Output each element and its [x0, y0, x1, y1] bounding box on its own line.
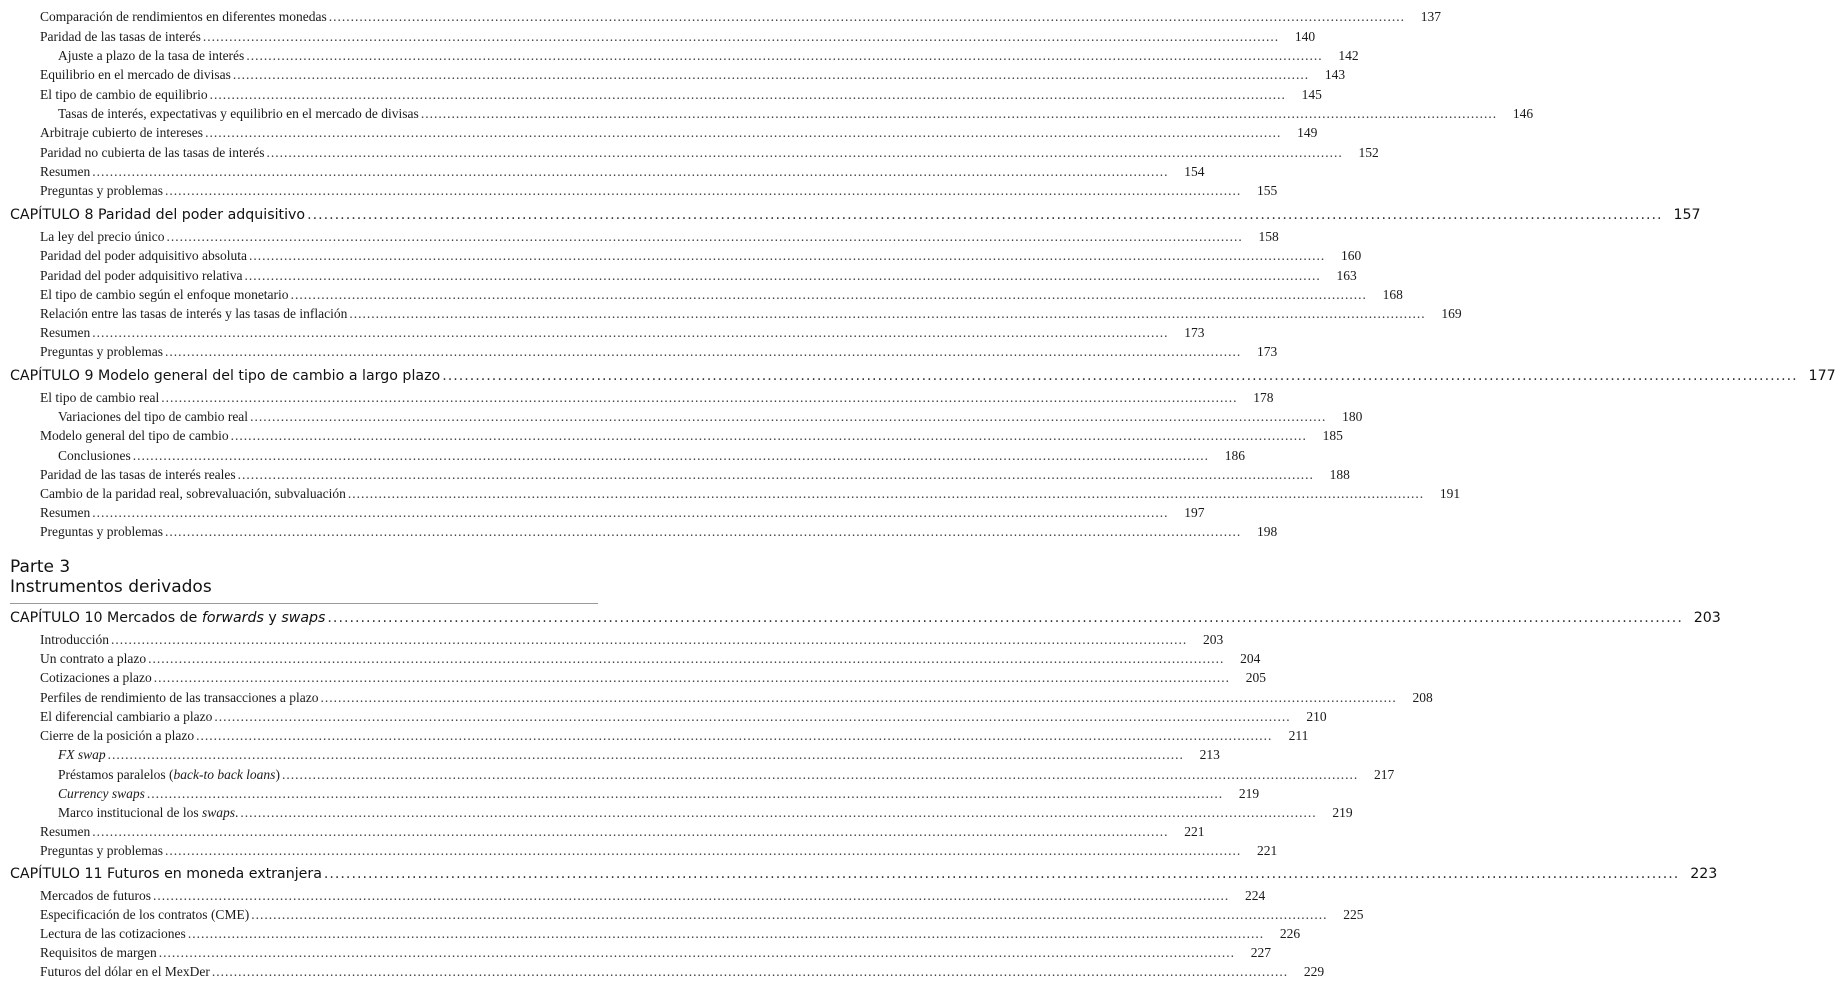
dot-leader	[205, 125, 1281, 141]
page-number: 168	[1382, 287, 1403, 302]
dot-leader	[240, 805, 1316, 821]
toc-entry[interactable]: Cotizaciones a plazo ..... 205	[0, 670, 640, 688]
part-title: Instrumentos derivados	[10, 577, 212, 597]
toc-entry[interactable]: Comparación de rendimientos en diferentes monedas ..... 137	[0, 9, 640, 27]
page-number: 154	[1184, 164, 1205, 179]
page-number: 204	[1240, 651, 1261, 666]
toc-entry[interactable]: Introducción ..... 203	[0, 632, 640, 650]
page-number: 178	[1253, 390, 1274, 405]
dot-leader	[133, 448, 1209, 464]
toc-entry[interactable]: El tipo de cambio real ..... 178	[0, 390, 640, 408]
toc-entry[interactable]: Conclusiones ..... 186	[0, 448, 658, 466]
toc-entry[interactable]: Un contrato a plazo ..... 204	[0, 651, 640, 669]
toc-entry[interactable]: La ley del precio único ..... 158	[0, 229, 640, 247]
dot-leader	[321, 690, 1397, 706]
dot-leader	[246, 48, 1322, 64]
dot-leader	[92, 505, 1168, 521]
toc-entry[interactable]: El tipo de cambio según el enfoque monetario ..... 168	[0, 287, 640, 305]
page-number: 227	[1250, 945, 1271, 960]
page-number: 203	[1693, 610, 1721, 626]
dot-leader	[111, 632, 1187, 648]
dot-leader	[147, 786, 1223, 802]
chapter-heading-9[interactable]: CAPÍTULO 9 Modelo general del tipo de cambio a largo plazo ..... 177	[0, 368, 610, 386]
page-number: 226	[1279, 926, 1301, 941]
dot-leader	[307, 207, 1662, 223]
page-number: 142	[1338, 48, 1359, 63]
page-number: 211	[1288, 728, 1309, 743]
dot-leader	[238, 467, 1314, 483]
toc-entry[interactable]: Cierre de la posición a plazo ..... 211	[0, 728, 640, 746]
page-number: 224	[1244, 888, 1266, 903]
toc-entry[interactable]: Ajuste a plazo de la tasa de interés ..... 142	[0, 48, 658, 66]
toc-entry[interactable]: Préstamos paralelos (back-to back loans) ..... 217	[0, 767, 658, 785]
toc-entry[interactable]: Resumen ..... 197	[0, 505, 640, 523]
page-number: 203	[1202, 632, 1224, 647]
dot-leader	[329, 9, 1405, 25]
dot-leader	[324, 866, 1679, 882]
dot-leader	[154, 670, 1230, 686]
toc-entry[interactable]: Arbitraje cubierto de intereses ..... 149	[0, 125, 640, 143]
dot-leader	[291, 287, 1367, 303]
toc-entry[interactable]: Currency swaps ..... 219	[0, 786, 658, 804]
dot-leader	[267, 145, 1343, 161]
dot-leader	[166, 229, 1242, 245]
toc-entry[interactable]: Lectura de las cotizaciones ..... 226	[0, 926, 640, 944]
page-number: 137	[1420, 9, 1442, 24]
toc-entry[interactable]: Paridad de las tasas de interés reales ..... 188	[0, 467, 640, 485]
toc-entry[interactable]: El diferencial cambiario a plazo ..... 210	[0, 709, 640, 727]
page-number: 208	[1412, 690, 1433, 705]
toc-entry[interactable]: Paridad del poder adquisitivo absoluta ..... 160	[0, 248, 640, 266]
toc-entry[interactable]: Perfiles de rendimiento de las transacciones a plazo ..... 208	[0, 690, 640, 708]
dot-leader	[165, 843, 1241, 859]
page-number: 160	[1340, 248, 1362, 263]
page-number: 217	[1373, 767, 1395, 782]
page-number: 221	[1184, 824, 1205, 839]
part-number: Parte 3	[10, 557, 71, 577]
toc-entry[interactable]: Resumen ..... 173	[0, 325, 640, 343]
toc-entry[interactable]: Requisitos de margen ..... 227	[0, 945, 640, 963]
toc-entry[interactable]: Relación entre las tasas de interés y las tasas de inflación ..... 169	[0, 306, 640, 324]
toc-entry[interactable]: Futuros del dólar en el MexDer ..... 229	[0, 964, 640, 982]
toc-entry[interactable]: Modelo general del tipo de cambio ..... 185	[0, 428, 640, 446]
toc-entry[interactable]: Preguntas y problemas ..... 198	[0, 524, 640, 542]
page-number: 149	[1297, 125, 1318, 140]
dot-leader	[231, 428, 1307, 444]
toc-entry[interactable]: Preguntas y problemas ..... 173	[0, 344, 640, 362]
page-number: 158	[1258, 229, 1279, 244]
toc-entry[interactable]: El tipo de cambio de equilibrio ..... 145	[0, 87, 640, 105]
page-number: 221	[1256, 843, 1278, 858]
dot-leader	[203, 29, 1279, 45]
dot-leader	[210, 87, 1286, 103]
divider	[10, 603, 598, 604]
dot-leader	[165, 344, 1241, 360]
toc-entry[interactable]: Variaciones del tipo de cambio real ..... 180	[0, 409, 658, 427]
toc-entry[interactable]: Equilibrio en el mercado de divisas ..... 143	[0, 67, 640, 85]
dot-leader	[165, 183, 1241, 199]
page-number: 145	[1301, 87, 1322, 102]
page-number: 157	[1673, 207, 1701, 223]
toc-entry[interactable]: Paridad de las tasas de interés ..... 140	[0, 29, 640, 47]
dot-leader	[244, 268, 1320, 284]
dot-leader	[161, 390, 1237, 406]
page-number: 223	[1690, 866, 1718, 882]
page-number: 185	[1322, 428, 1343, 443]
toc-entry[interactable]: Preguntas y problemas ..... 155	[0, 183, 640, 201]
toc-entry[interactable]: Especificación de los contratos (CME) ..... 225	[0, 907, 640, 925]
dot-leader	[92, 325, 1168, 341]
page-number: 188	[1329, 467, 1350, 482]
page-number: 229	[1303, 964, 1325, 979]
toc-entry[interactable]: Paridad del poder adquisitivo relativa ..... 163	[0, 268, 640, 286]
page-number: 173	[1184, 325, 1205, 340]
dot-leader	[92, 824, 1168, 840]
dot-leader	[250, 409, 1326, 425]
page-number: 169	[1441, 306, 1462, 321]
dot-leader	[249, 248, 1325, 264]
toc-entry[interactable]: Preguntas y problemas ..... 221	[0, 843, 640, 861]
dot-leader	[92, 164, 1168, 180]
page-number: 197	[1184, 505, 1205, 520]
toc-entry[interactable]: Resumen ..... 154	[0, 164, 640, 182]
toc-entry[interactable]: Mercados de futuros ..... 224	[0, 888, 640, 906]
dot-leader	[421, 106, 1497, 122]
dot-leader	[327, 610, 1682, 626]
page-number: 219	[1332, 805, 1353, 820]
dot-leader	[188, 926, 1264, 942]
dot-leader	[165, 524, 1241, 540]
page-number: 205	[1245, 670, 1266, 685]
page-number: 213	[1199, 747, 1220, 762]
dot-leader	[251, 907, 1327, 923]
page-number: 146	[1512, 106, 1534, 121]
dot-leader	[196, 728, 1272, 744]
page-number: 225	[1343, 907, 1364, 922]
dot-leader	[348, 486, 1424, 502]
page-number: 210	[1306, 709, 1327, 724]
dot-leader	[108, 747, 1184, 763]
page-number: 177	[1808, 368, 1836, 384]
page-number: 186	[1224, 448, 1245, 463]
dot-leader	[159, 945, 1235, 961]
dot-leader	[153, 888, 1229, 904]
toc-entry[interactable]: Tasas de interés, expectativas y equilibrio en el mercado de divisas ..... 146	[0, 106, 658, 124]
dot-leader	[282, 767, 1358, 783]
dot-leader	[214, 709, 1290, 725]
page-number: 180	[1342, 409, 1363, 424]
chapter-heading-11[interactable]: CAPÍTULO 11 Futuros en moneda extranjera ..... 223	[0, 866, 610, 884]
dot-leader	[148, 651, 1224, 667]
toc-entry[interactable]: FX swap ..... 213	[0, 747, 658, 765]
toc-entry[interactable]: Paridad no cubierta de las tasas de interés ..... 152	[0, 145, 640, 163]
page-number: 140	[1294, 29, 1316, 44]
page-number: 163	[1336, 268, 1357, 283]
dot-leader	[349, 306, 1425, 322]
dot-leader	[442, 368, 1797, 384]
page-number: 143	[1324, 67, 1346, 82]
page-number: 198	[1256, 524, 1278, 539]
dot-leader	[212, 964, 1288, 980]
page-number: 191	[1439, 486, 1461, 501]
toc-entry[interactable]: Cambio de la paridad real, sobrevaluación, subvaluación ..... 191	[0, 486, 640, 504]
page-number: 219	[1238, 786, 1260, 801]
page-number: 173	[1256, 344, 1278, 359]
page-number: 155	[1256, 183, 1278, 198]
toc-entry[interactable]: Resumen ..... 221	[0, 824, 640, 842]
toc-entry[interactable]: Marco institucional de los swaps. ..... 219	[0, 805, 658, 823]
page-number: 152	[1358, 145, 1379, 160]
chapter-heading-8[interactable]: CAPÍTULO 8 Paridad del poder adquisitivo ..... 157	[0, 207, 610, 225]
dot-leader	[233, 67, 1309, 83]
chapter-heading-10[interactable]: CAPÍTULO 10 Mercados de forwards y swaps ..... 203	[0, 610, 610, 628]
